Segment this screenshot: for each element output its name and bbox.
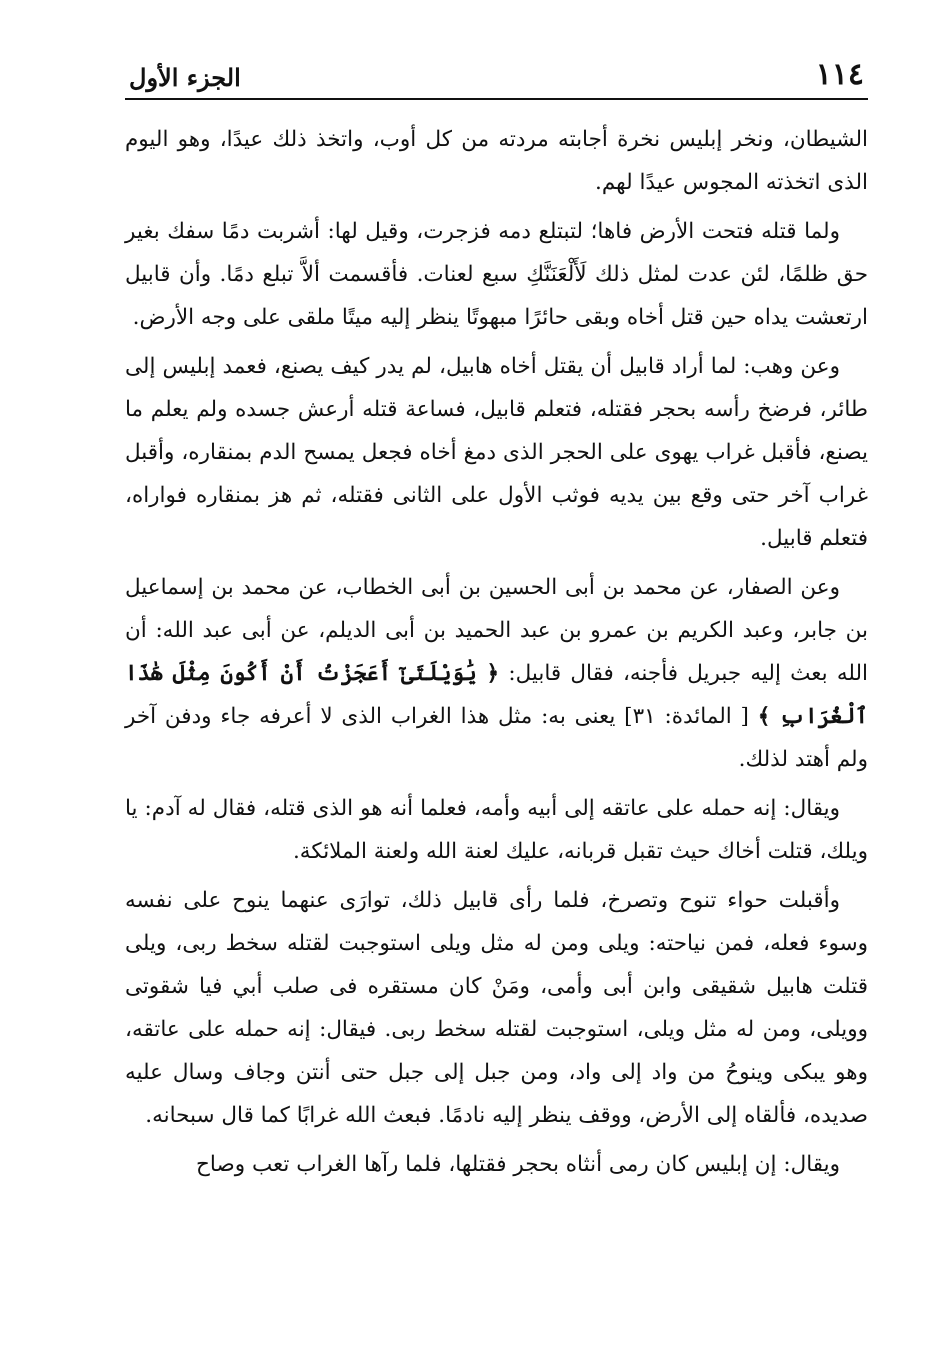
paragraph-text: ويقال: إن إبليس كان رمى أنثاه بحجر فقتلها، فلما رآها الغراب تعب وصاح (196, 1152, 840, 1177)
paragraph (125, 1143, 868, 1186)
body-text (125, 118, 868, 1186)
paragraph-text: وعن وهب: لما أراد قابيل أن يقتل أخاه هابيل، لم يدر كيف يصنع، فعمد إبليس إلى طائر، فرضخ رأسه بحجر فقتله، فتعلم قابيل، فساعة قتله أرعش جسده ولم يعلم ما يصنع، فأقبل غراب يهوى على الحجر الذى دمغ أخاه فجعل يمسح الدم بمنقاره، وأقبل غراب آخر حتى وقع بين يديه فوثب الأول على الثانى فقتله، ثم هز بمنقاره فواراه، فتعلم قابيل. (125, 354, 868, 551)
paragraph-text: وأقبلت حواء تنوح وتصرخ، فلما رأى قابيل ذلك، توارَى عنهما ينوح على نفسه وسوء فعله، فمن نياحته: ويلى ومن له مثل ويلى استوجبت لقتله سخط ربى، ويلى قتلت هابيل شقيقى وابن أبى وأمى، ومَنْ كان مستقره فى صلب أبي فيا شقوتى وويلى، ومن له مثل ويلى، استوجبت لقتله سخط ربى. فيقال: إنه حمله على عاتقه، وهو يبكى وينوحُ من واد إلى واد، ومن جبل إلى جبل حتى أنتن وجاف وسال عليه صديده، فألقاه إلى الأرض، ووقف ينظر إليه نادمًا. فبعث الله غرابًا كما قال سبحانه. (125, 888, 868, 1128)
paragraph (125, 879, 868, 1137)
page-header (125, 42, 868, 100)
page-number: ١١٤ (815, 57, 864, 92)
paragraph-text: ويقال: إنه حمله على عاتقه إلى أبيه وأمه، فعلما أنه هو الذى قتله، فقال له آدم: يا ويلك، قتلت أخاك حيث تقبل قربانه، عليك لعنة الله ولعنة الملائكة. (125, 796, 868, 864)
paragraph (125, 210, 868, 339)
paragraph (125, 787, 868, 873)
paragraph-text: ولما قتله فتحت الأرض فاها؛ لتبتلع دمه فزجرت، وقيل لها: أشربت دمًا سفك بغير حق ظلمًا، لئن عدت لمثل ذلك لَأَلْعَنَنَّكِ سبع لعنات. فأقسمت ألاَّ تبلع دمًا. وأن قابيل ارتعشت يداه حين قتل أخاه وبقى حائرًا مبهوتًا ينظر إليه ميتًا ملقى على وجه الأرض. (125, 219, 868, 330)
paragraph-text: [ المائدة: ٣١] يعنى به: مثل هذا الغراب الذى لا أعرفه جاء ودفن آخر ولم أهتد لذلك. (125, 704, 868, 772)
quran-verse: ﴿ يَٰوَيْلَتَىٰٓ أَعَجَزْتُ أَنْ أَكُونَ مِثْلَ هَٰذَا ٱلْغُرَابِ ﴾ (125, 661, 868, 729)
paragraph-text: وعن الصفار، عن محمد بن أبى الحسين بن أبى الخطاب، عن محمد بن إسماعيل بن جابر، وعبد الكريم بن عمرو بن عبد الحميد بن أبى الديلم، عن أبى عبد الله: أن الله بعث إليه جبريل فأجنه، فقال قابيل: (125, 575, 868, 686)
paragraph (125, 118, 868, 204)
paragraph-text: الشيطان، ونخر إبليس نخرة أجابته مردته من كل أوب، واتخذ ذلك عيدًا، وهو اليوم الذى اتخذته المجوس عيدًا لهم. (125, 127, 868, 195)
paragraph (125, 566, 868, 781)
paragraph (125, 345, 868, 560)
running-head: الجزء الأول (129, 63, 241, 92)
